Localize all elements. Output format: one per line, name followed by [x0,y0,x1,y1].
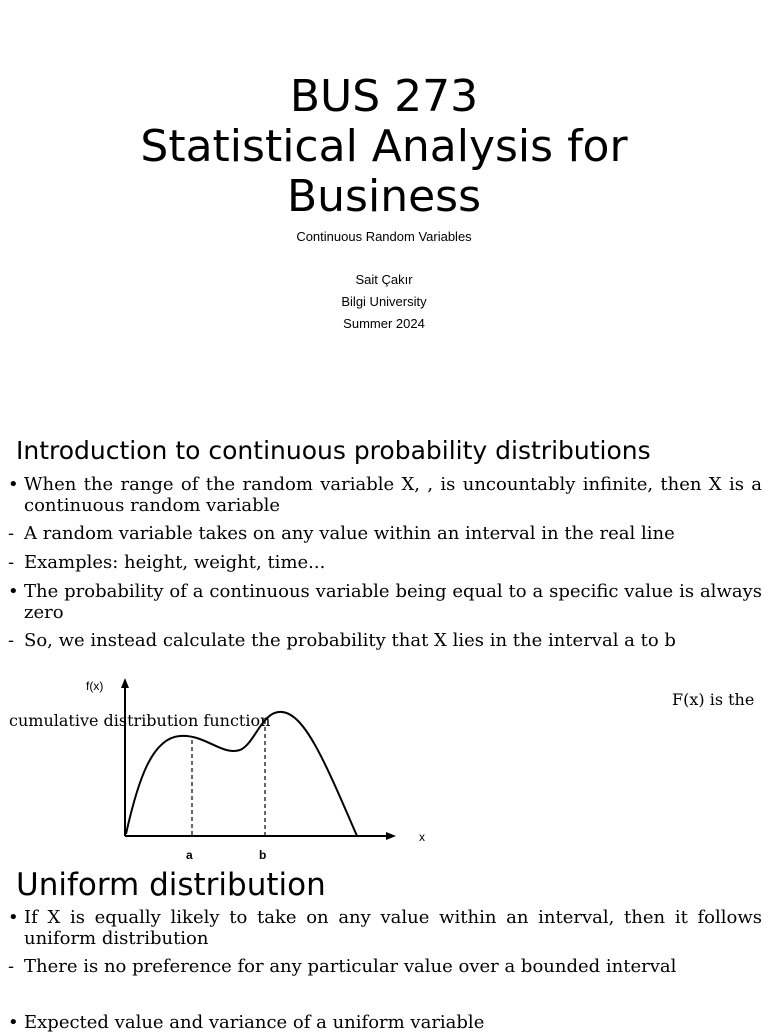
bullet-text: Examples: height, weight, time... [24,552,326,573]
bullet-text: If X is equally likely to take on any value within an interval, then it follows uniform distribution [24,907,762,949]
bullet-marker: - [8,956,15,977]
uniform-bullet [8,907,762,949]
bullet-marker: • [8,1012,19,1033]
title-slide [0,72,768,335]
intro-bullet [8,474,762,516]
bullet-text: Expected value and variance of a uniform variable [24,1012,485,1033]
intro-bullet [8,581,762,623]
course-title-line2: Business [286,171,482,222]
bullet-marker: • [8,474,19,495]
bullet-marker: • [8,907,19,928]
bullet-marker: • [8,581,19,602]
bullet-text: The probability of a continuous variable being equal to a specific value is always zero [24,581,762,623]
density-curve [126,712,357,836]
marker-a-label: a [186,848,193,862]
course-title-line1: Statistical Analysis for [140,121,628,172]
cdf-caption-part2: cumulative distribution function [9,711,271,730]
intro-bullet [8,523,762,544]
y-axis-label: f(x) [86,679,104,693]
course-code: BUS 273 [289,71,479,122]
institution-name: Bilgi University [341,294,427,309]
term-label: Summer 2024 [343,316,425,331]
topic-subtitle: Continuous Random Variables [296,229,472,244]
bullet-text: A random variable takes on any value within an interval in the real line [24,523,675,544]
uniform-heading: Uniform distribution [16,867,326,903]
author-name: Sait Çakır [355,272,413,287]
x-axis-label: x [419,830,425,844]
intro-heading: Introduction to continuous probability distributions [16,436,651,465]
intro-bullet [8,552,762,573]
density-curve-graph [0,670,768,870]
y-axis-arrow-icon [121,678,129,688]
bullet-marker: - [8,523,15,544]
y-axis [121,678,129,836]
intro-bullet [8,630,762,651]
cdf-caption-part1: F(x) is the [672,690,755,709]
bullet-text: There is no preference for any particular value over a bounded interval [24,956,677,977]
bullet-text: So, we instead calculate the probability that X lies in the interval a to b [24,630,676,651]
uniform-bullet [8,1012,762,1033]
x-axis-arrow-icon [386,832,396,840]
bullet-marker: - [8,630,15,651]
marker-b-label: b [259,848,267,862]
bullet-text: When the range of the random variable X, , is uncountably infinite, then X is a continuous random variable [24,474,762,516]
uniform-bullet [8,956,762,977]
bullet-marker: - [8,552,15,573]
